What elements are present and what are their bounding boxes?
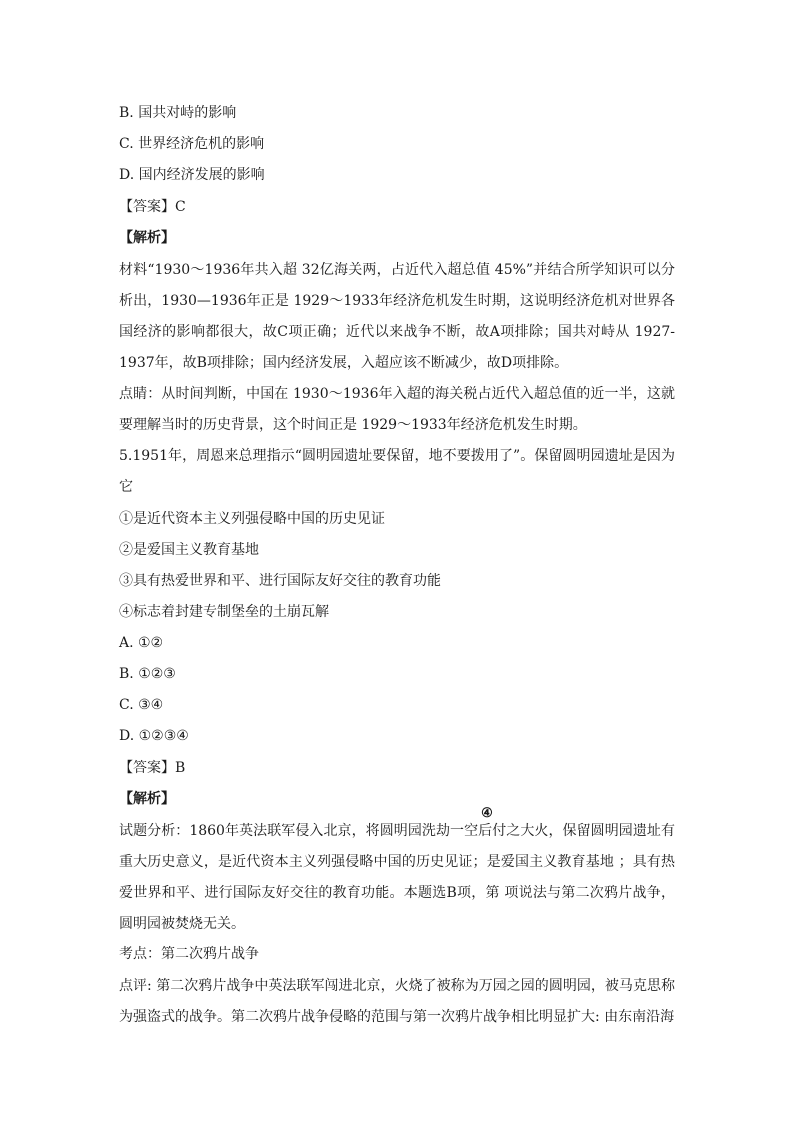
q5-option-b: B. ①②③ [119, 666, 176, 682]
q5-statement-1: ①是近代资本主义列强侵略中国的历史见证 [119, 511, 385, 527]
q4-option-d: D. 国内经济发展的影响 [119, 167, 265, 183]
q5-analysis-text: 试题分析：1860年英法联军侵入北京，将圆明园洗劫一空后付之大火，保留圆明园遗址有重大历史意义，是近代资本主义列强侵略中国的历史见证；是爱国主义教育基地 ；具有热爱世界和平、进行国际友好交往的教育功能。本题选B项，第 项说法与第二次鸦片战争，圆明园被焚烧无关。 [119, 823, 675, 932]
q4-answer: 【答案】C [119, 199, 186, 215]
q4-option-c: C. 世界经济危机的影响 [119, 136, 265, 152]
q5-statement-3: ③具有热爱世界和平、进行国际友好交往的教育功能 [119, 573, 441, 589]
q5-test-point: 考点：第二次鸦片战争 [119, 946, 259, 962]
q5-analysis-heading: 【解析】 [119, 791, 175, 807]
q5-statement-2: ②是爱国主义教育基地 [119, 542, 259, 558]
q4-analysis-text: 材料“1930～1936年共入超 32亿海关两，占近代入超总值 45%”并结合所学知识可以分析出，1930—1936年正是 1929～1933年经济危机发生时期，这说明经济危机对世界各国经济的影响都很大，故C项正确；近代以来战争不断，故A项排除；国共对峙从 1927-1937年，故B项排除；国内经济发展，入超应该不断减少，故D项排除。 [119, 262, 675, 371]
q5-option-d: D. ①②③④ [119, 728, 189, 744]
q4-comment-text: 点睛：从时间判断，中国在 1930～1936年入超的海关税占近代入超总值的近一半，这就要理解当时的历史背景，这个时间正是 1929～1933年经济危机发生时期。 [119, 386, 675, 433]
q5-stem: 5.1951年，周恩来总理指示“圆明园遗址要保留，地不要拨用了”。保留圆明园遗址是因为它 [119, 448, 675, 495]
q4-option-b: B. 国共对峙的影响 [119, 105, 237, 121]
circled-number-mark: ④ [481, 806, 493, 821]
q4-analysis-heading: 【解析】 [119, 230, 175, 246]
q5-option-c: C. ③④ [119, 697, 164, 713]
q5-statement-4: ④标志着封建专制堡垒的土崩瓦解 [119, 604, 329, 620]
q5-answer: 【答案】B [119, 760, 186, 776]
q5-review-text: 点评: 第二次鸦片战争中英法联军闯进北京，火烧了被称为万园之园的圆明园，被马克思称为强盗式的战争。第二次鸦片战争侵略的范围与第一次鸦片战争相比明显扩大: 由东南沿海 [119, 978, 675, 1025]
q5-option-a: A. ①② [119, 635, 164, 651]
